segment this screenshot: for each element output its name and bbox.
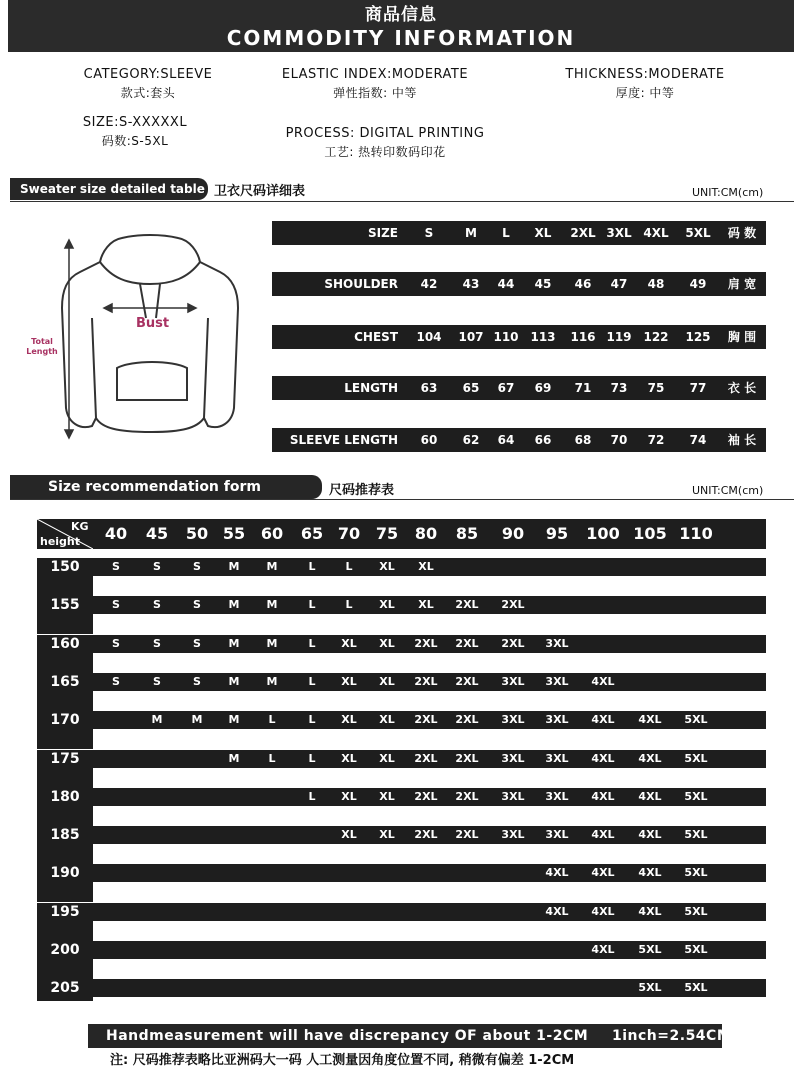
table-cell: S bbox=[153, 598, 161, 611]
chest-cell: 119 bbox=[606, 330, 632, 344]
table-cell: 3XL bbox=[501, 713, 525, 726]
height-label-195: 195 bbox=[37, 903, 93, 941]
shoulder-cell: 46 bbox=[574, 277, 592, 291]
sleeve-cell: 70 bbox=[610, 433, 628, 447]
recommendation-unit: UNIT:CM(cm) bbox=[692, 484, 764, 497]
chest-cell: 110 bbox=[493, 330, 519, 344]
table-cell: 4XL bbox=[591, 713, 615, 726]
shoulder-cell: 49 bbox=[689, 277, 707, 291]
table-cell: 5XL bbox=[684, 713, 708, 726]
table-cell: 2XL bbox=[414, 675, 438, 688]
table-cell: 4XL bbox=[591, 675, 615, 688]
recommendation-bar: Size recommendation form bbox=[10, 475, 322, 499]
table-cell: M bbox=[228, 637, 240, 650]
table-cell: 4XL bbox=[591, 790, 615, 803]
length-cell: 69 bbox=[534, 381, 552, 395]
shoulder-row-cn: 肩 宽 bbox=[727, 277, 757, 291]
elastic-en: ELASTIC INDEX:MODERATE bbox=[281, 67, 469, 82]
table-cell: S bbox=[112, 637, 120, 650]
table-cell: 2XL bbox=[455, 598, 479, 611]
table-cell: 2XL bbox=[501, 637, 525, 650]
table-cell: S bbox=[153, 675, 161, 688]
table-cell: XL bbox=[379, 713, 395, 726]
chest-cell: 113 bbox=[530, 330, 556, 344]
table-cell: L bbox=[345, 560, 353, 573]
category-en: CATEGORY:SLEEVE bbox=[83, 67, 213, 82]
size-cell: 2XL bbox=[570, 226, 596, 240]
table-cell: L bbox=[308, 560, 316, 573]
weight-header-95: 95 bbox=[545, 524, 569, 543]
weight-header-55: 55 bbox=[222, 524, 246, 543]
length-cell: 77 bbox=[689, 381, 707, 395]
recommendation-title-cn: 尺码推荐表 bbox=[329, 483, 395, 498]
table-cell: 2XL bbox=[414, 790, 438, 803]
total-length-label-1: Total bbox=[31, 337, 53, 346]
table-cell: S bbox=[153, 560, 161, 573]
table-cell: 3XL bbox=[545, 790, 569, 803]
table-cell: 4XL bbox=[591, 905, 615, 918]
table-cell: 5XL bbox=[684, 866, 708, 879]
table-cell: 3XL bbox=[545, 637, 569, 650]
table-cell: L bbox=[268, 713, 276, 726]
length-row-label: LENGTH bbox=[344, 381, 398, 395]
table-cell: S bbox=[193, 675, 201, 688]
chest-cell: 107 bbox=[458, 330, 484, 344]
chest-row bbox=[272, 325, 766, 349]
table-cell: XL bbox=[379, 637, 395, 650]
table-cell: XL bbox=[341, 828, 357, 841]
table-cell: 3XL bbox=[545, 713, 569, 726]
table-cell: 2XL bbox=[414, 828, 438, 841]
table-cell: 3XL bbox=[545, 752, 569, 765]
info-category bbox=[58, 66, 238, 102]
sleeve-length-row bbox=[272, 428, 766, 452]
size-cell: 5XL bbox=[685, 226, 711, 240]
table-cell: L bbox=[308, 598, 316, 611]
sleeve-cell: 66 bbox=[534, 433, 552, 447]
table-cell: 4XL bbox=[591, 866, 615, 879]
footer-inch: 1inch=2.54CM bbox=[612, 1028, 732, 1044]
table-cell: 4XL bbox=[545, 905, 569, 918]
length-cell: 73 bbox=[610, 381, 628, 395]
chest-cell: 104 bbox=[416, 330, 442, 344]
table-cell: M bbox=[228, 598, 240, 611]
table-cell: 5XL bbox=[684, 752, 708, 765]
height-label: height bbox=[40, 535, 81, 548]
shoulder-cell: 44 bbox=[497, 277, 515, 291]
size-table-unit: UNIT:CM(cm) bbox=[692, 186, 764, 199]
height-label-180: 180 bbox=[37, 788, 93, 826]
height-label-150: 150 bbox=[37, 558, 93, 596]
table-cell: 2XL bbox=[414, 637, 438, 650]
chest-cell: 116 bbox=[570, 330, 596, 344]
length-cell: 65 bbox=[462, 381, 480, 395]
table-cell: S bbox=[112, 675, 120, 688]
sleeve-cell: 72 bbox=[647, 433, 665, 447]
table-cell: S bbox=[112, 560, 120, 573]
footer-bar bbox=[88, 1024, 732, 1048]
size-cell: M bbox=[465, 226, 477, 240]
process-cn: 工艺: 热转印数码印花 bbox=[324, 145, 446, 159]
table-cell: L bbox=[308, 637, 316, 650]
table-cell: 5XL bbox=[684, 828, 708, 841]
table-cell: M bbox=[151, 713, 163, 726]
size-cell: L bbox=[502, 226, 510, 240]
table-cell: 5XL bbox=[684, 981, 708, 994]
table-cell: S bbox=[153, 637, 161, 650]
table-cell: L bbox=[268, 752, 276, 765]
chest-cell: 125 bbox=[685, 330, 711, 344]
table-cell: 5XL bbox=[638, 943, 662, 956]
info-elastic bbox=[270, 66, 480, 102]
table-cell: XL bbox=[379, 598, 395, 611]
table-cell: 4XL bbox=[545, 866, 569, 879]
thickness-cn: 厚度: 中等 bbox=[615, 86, 675, 100]
table-cell: S bbox=[193, 598, 201, 611]
table-cell: XL bbox=[379, 675, 395, 688]
table-cell: 3XL bbox=[501, 828, 525, 841]
chest-row-cn: 胸 围 bbox=[727, 330, 757, 344]
chest-row-label: CHEST bbox=[354, 330, 398, 344]
table-cell: 3XL bbox=[545, 675, 569, 688]
table-cell: 3XL bbox=[501, 675, 525, 688]
table-cell: M bbox=[266, 598, 278, 611]
shoulder-cell: 45 bbox=[534, 277, 552, 291]
table-cell: 5XL bbox=[684, 905, 708, 918]
info-thickness bbox=[555, 66, 735, 102]
footer-note-en: Handmeasurement will have discrepancy OF about 1-2CM bbox=[106, 1028, 589, 1044]
table-cell: M bbox=[228, 675, 240, 688]
table-cell: 2XL bbox=[455, 637, 479, 650]
length-cell: 75 bbox=[647, 381, 665, 395]
recommendation-divider bbox=[10, 499, 794, 500]
shoulder-row bbox=[272, 272, 766, 296]
category-cn: 款式:套头 bbox=[120, 86, 176, 100]
table-cell: XL bbox=[379, 560, 395, 573]
height-label-155: 155 bbox=[37, 596, 93, 634]
size-cell: 4XL bbox=[643, 226, 669, 240]
table-cell: S bbox=[112, 598, 120, 611]
table-cell: XL bbox=[379, 828, 395, 841]
table-cell: 2XL bbox=[414, 713, 438, 726]
size-cell: S bbox=[424, 226, 434, 240]
table-cell: XL bbox=[418, 560, 434, 573]
weight-header-75: 75 bbox=[375, 524, 399, 543]
table-cell: XL bbox=[341, 752, 357, 765]
height-label-175: 175 bbox=[37, 750, 93, 788]
table-cell: 4XL bbox=[591, 828, 615, 841]
size-table-title-cn: 卫衣尺码详细表 bbox=[214, 184, 306, 199]
height-label-185: 185 bbox=[37, 826, 93, 864]
sleeve-cell: 62 bbox=[462, 433, 480, 447]
header-banner bbox=[8, 0, 794, 52]
table-cell: L bbox=[308, 675, 316, 688]
height-label-165: 165 bbox=[37, 673, 93, 711]
table-cell: XL bbox=[341, 637, 357, 650]
table-cell: L bbox=[345, 598, 353, 611]
weight-header-110: 110 bbox=[679, 524, 713, 543]
table-cell: 5XL bbox=[684, 790, 708, 803]
info-size bbox=[60, 114, 210, 150]
table-cell: 4XL bbox=[638, 713, 662, 726]
shoulder-cell: 43 bbox=[462, 277, 480, 291]
table-cell: M bbox=[228, 752, 240, 765]
table-cell: 2XL bbox=[414, 752, 438, 765]
shoulder-cell: 47 bbox=[610, 277, 628, 291]
elastic-cn: 弹性指数: 中等 bbox=[333, 86, 417, 100]
length-row bbox=[272, 376, 766, 400]
table-cell: 2XL bbox=[501, 598, 525, 611]
table-cell: 3XL bbox=[545, 828, 569, 841]
size-row bbox=[272, 221, 766, 245]
table-cell: 2XL bbox=[455, 828, 479, 841]
height-label-190: 190 bbox=[37, 864, 93, 902]
size-cell: 3XL bbox=[606, 226, 632, 240]
table-cell: L bbox=[308, 790, 316, 803]
process-en: PROCESS: DIGITAL PRINTING bbox=[285, 126, 485, 141]
header-title-en: COMMODITY INFORMATION bbox=[226, 26, 576, 50]
weight-header-80: 80 bbox=[414, 524, 438, 543]
length-cell: 67 bbox=[497, 381, 515, 395]
bust-label: Bust bbox=[136, 316, 170, 331]
table-cell: 4XL bbox=[638, 790, 662, 803]
table-cell: 3XL bbox=[501, 752, 525, 765]
weight-header-90: 90 bbox=[501, 524, 525, 543]
table-cell: M bbox=[228, 560, 240, 573]
sleeve-length-row-label: SLEEVE LENGTH bbox=[289, 433, 398, 447]
size-row-cn: 码 数 bbox=[727, 226, 757, 240]
weight-header-60: 60 bbox=[260, 524, 284, 543]
table-cell: M bbox=[191, 713, 203, 726]
height-label-200: 200 bbox=[37, 941, 93, 979]
size-en: SIZE:S-XXXXXL bbox=[82, 115, 188, 130]
weight-header-70: 70 bbox=[337, 524, 361, 543]
table-cell: 5XL bbox=[684, 943, 708, 956]
shoulder-cell: 42 bbox=[420, 277, 438, 291]
total-length-label bbox=[24, 337, 60, 357]
table-cell: XL bbox=[341, 675, 357, 688]
table-cell: 4XL bbox=[638, 905, 662, 918]
sleeve-cell: 60 bbox=[420, 433, 438, 447]
weight-header-45: 45 bbox=[145, 524, 169, 543]
table-cell: 2XL bbox=[455, 713, 479, 726]
thickness-en: THICKNESS:MODERATE bbox=[565, 67, 725, 82]
weight-header-40: 40 bbox=[104, 524, 128, 543]
shoulder-row-label: SHOULDER bbox=[324, 277, 398, 291]
sleeve-cell: 64 bbox=[497, 433, 515, 447]
weight-header-85: 85 bbox=[455, 524, 479, 543]
height-label-160: 160 bbox=[37, 635, 93, 673]
header-title-cn: 商品信息 bbox=[365, 5, 437, 25]
footer-note-cn: 注: 尺码推荐表略比亚洲码大一码 人工测量因角度位置不同, 稍微有偏差 1-2CM bbox=[110, 1053, 575, 1068]
sleeve-cell: 68 bbox=[574, 433, 592, 447]
table-cell: 4XL bbox=[638, 752, 662, 765]
table-cell: 3XL bbox=[501, 790, 525, 803]
table-cell: XL bbox=[341, 713, 357, 726]
table-cell: 4XL bbox=[638, 828, 662, 841]
table-cell: XL bbox=[379, 752, 395, 765]
table-cell: S bbox=[193, 560, 201, 573]
total-length-label-2: Length bbox=[26, 347, 58, 356]
hoodie-diagram bbox=[22, 218, 252, 450]
table-cell: 2XL bbox=[455, 752, 479, 765]
weight-header-65: 65 bbox=[300, 524, 324, 543]
length-cell: 63 bbox=[420, 381, 438, 395]
table-cell: XL bbox=[418, 598, 434, 611]
height-label-205: 205 bbox=[37, 979, 93, 1001]
table-cell: S bbox=[193, 637, 201, 650]
weight-header-105: 105 bbox=[633, 524, 667, 543]
height-label-170: 170 bbox=[37, 711, 93, 749]
table-cell: 5XL bbox=[638, 981, 662, 994]
shoulder-cell: 48 bbox=[647, 277, 665, 291]
table-cell: 4XL bbox=[638, 866, 662, 879]
table-cell: XL bbox=[341, 790, 357, 803]
table-cell: L bbox=[308, 752, 316, 765]
table-cell: 2XL bbox=[455, 675, 479, 688]
size-cn: 码数:S-5XL bbox=[101, 134, 169, 148]
table-cell: 4XL bbox=[591, 752, 615, 765]
hoodie-icon bbox=[62, 235, 238, 432]
table-cell: M bbox=[266, 560, 278, 573]
sleeve-cell: 74 bbox=[689, 433, 707, 447]
length-cell: 71 bbox=[574, 381, 592, 395]
table-cell: L bbox=[308, 713, 316, 726]
kg-label: KG bbox=[71, 520, 89, 533]
weight-header-100: 100 bbox=[586, 524, 620, 543]
table-cell: 4XL bbox=[591, 943, 615, 956]
table-cell: M bbox=[266, 637, 278, 650]
info-process bbox=[270, 125, 500, 161]
length-row-cn: 衣 长 bbox=[727, 381, 757, 395]
size-table-bar: Sweater size detailed table bbox=[10, 178, 208, 200]
size-row-label: SIZE bbox=[367, 226, 398, 240]
size-cell: XL bbox=[534, 226, 552, 240]
bust-arrow bbox=[104, 304, 196, 312]
table-cell: M bbox=[228, 713, 240, 726]
chest-cell: 122 bbox=[643, 330, 669, 344]
size-table-divider bbox=[10, 201, 794, 202]
sleeve-length-row-cn: 袖 长 bbox=[727, 433, 757, 447]
weight-header-50: 50 bbox=[185, 524, 209, 543]
table-cell: XL bbox=[379, 790, 395, 803]
table-cell: M bbox=[266, 675, 278, 688]
table-cell: 2XL bbox=[455, 790, 479, 803]
